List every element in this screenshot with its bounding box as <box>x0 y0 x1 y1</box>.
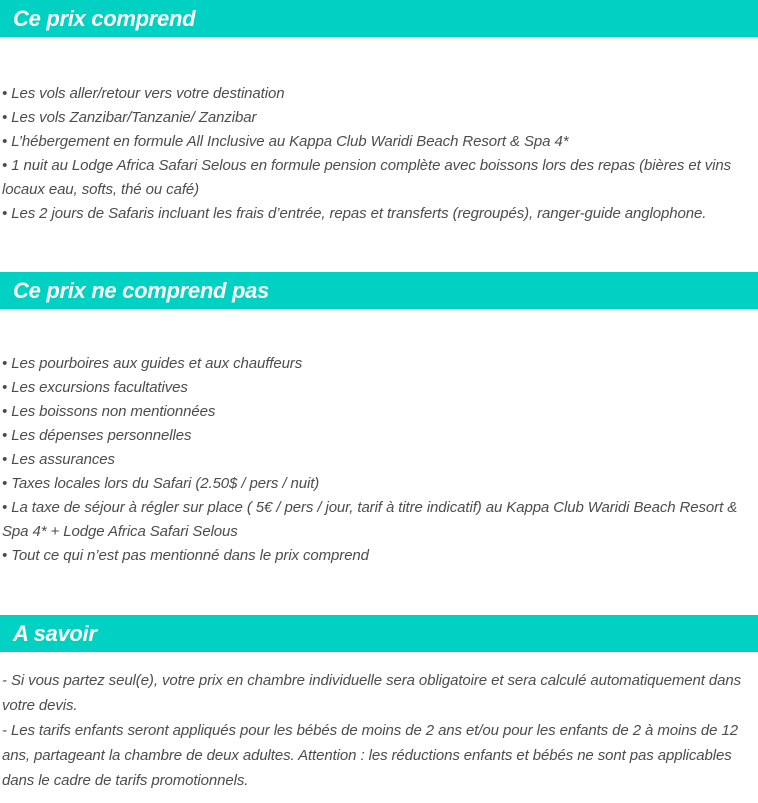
excluded-item: • Tout ce qui n’est pas mentionné dans le prix comprend <box>2 547 369 564</box>
included-item: • L’hébergement en formule All Inclusive au Kappa Club Waridi Beach Resort & Spa 4* <box>2 133 569 150</box>
excluded-item: • Les pourboires aux guides et aux chauffeurs <box>2 355 303 372</box>
excluded-item: • Les dépenses personnelles <box>2 427 192 444</box>
excluded-item: • La taxe de séjour à régler sur place ( 5€ / pers / jour, tarif à titre indicatif) au Kappa Club Waridi Beach Resort & Spa 4* + Lodge Africa Safari Selous <box>2 499 738 540</box>
section-header-price-not-included <box>0 272 758 309</box>
section-header-price-included <box>0 0 758 37</box>
section-header-good-to-know <box>0 615 758 652</box>
bullet-list <box>2 82 746 226</box>
included-item: • Les 2 jours de Safaris incluant les frais d’entrée, repas et transferts (regroupés), ranger-guide anglophone. <box>2 205 707 222</box>
included-item: • 1 nuit au Lodge Africa Safari Selous en formule pension complète avec boissons lors des repas (bières et vins locaux eau, softs, thé ou café) <box>2 157 731 198</box>
excluded-items-list <box>0 352 758 568</box>
included-item: • Les vols Zanzibar/Tanzanie/ Zanzibar <box>2 109 257 126</box>
included-item: • Les vols aller/retour vers votre destination <box>2 85 285 102</box>
excluded-item: • Les excursions facultatives <box>2 379 188 396</box>
bullet-list <box>2 352 746 568</box>
included-items-list <box>0 82 758 226</box>
section-title: Ce prix ne comprend pas <box>13 277 269 303</box>
notes-text <box>0 668 758 793</box>
note-paragraph: - Les tarifs enfants seront appliqués pour les bébés de moins de 2 ans et/ou pour les enfants de 2 à moins de 12 ans, partageant la chambre de deux adultes. Attention : les réductions enfants et bébés ne sont pas applicables dans le cadre de tarifs promotionnels. <box>2 722 738 789</box>
section-title: Ce prix comprend <box>13 5 196 31</box>
excluded-item: • Taxes locales lors du Safari (2.50$ / pers / nuit) <box>2 475 320 492</box>
note-paragraph: - Si vous partez seul(e), votre prix en chambre individuelle sera obligatoire et sera calculé automatiquement dans votre devis. <box>2 672 741 714</box>
excluded-item: • Les assurances <box>2 451 115 468</box>
excluded-item: • Les boissons non mentionnées <box>2 403 216 420</box>
section-title: A savoir <box>13 620 97 646</box>
